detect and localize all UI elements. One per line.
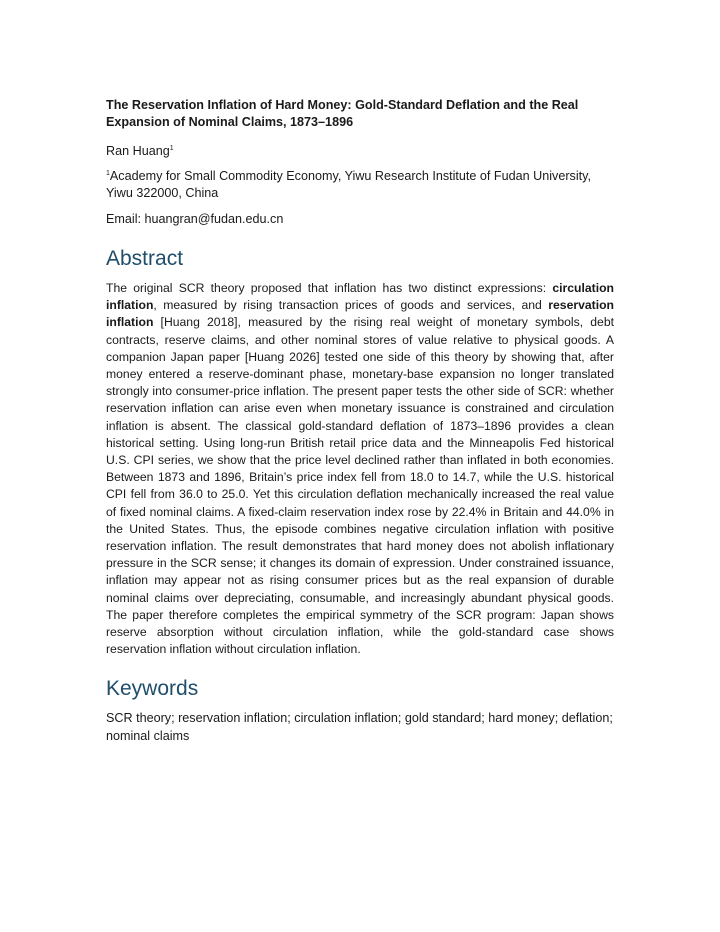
author-affiliation-marker: 1 bbox=[169, 144, 174, 152]
author-name: Ran Huang bbox=[106, 144, 170, 158]
abstract-term-circulation-inflation: circulation inflation bbox=[106, 281, 614, 313]
abstract-body bbox=[106, 280, 614, 658]
author-email: Email: huangran@fudan.edu.cn bbox=[106, 212, 284, 226]
abstract-text-1: The original SCR theory proposed that inflation has two distinct expressions: bbox=[106, 281, 553, 295]
paper-page bbox=[106, 97, 614, 745]
affiliation-text: Academy for Small Commodity Economy, Yiwu Research Institute of Fudan University, Yiwu 322000, China bbox=[106, 169, 591, 200]
keywords-list: SCR theory; reservation inflation; circulation inflation; gold standard; hard money; deflation; nominal claims bbox=[106, 711, 613, 743]
abstract-term-reservation-inflation: reservation inflation bbox=[106, 298, 614, 330]
paper-title: The Reservation Inflation of Hard Money: Gold-Standard Deflation and the Real Expansion of Nominal Claims, 1873–1896 bbox=[106, 98, 579, 129]
affiliation-marker: 1 bbox=[106, 169, 110, 177]
abstract-heading: Abstract bbox=[106, 247, 184, 270]
keywords-heading: Keywords bbox=[106, 677, 199, 701]
author-line bbox=[106, 143, 614, 159]
affiliation bbox=[106, 168, 614, 202]
abstract-text-2: , measured by rising transaction prices of goods and services, and bbox=[153, 298, 549, 313]
abstract-text-3: [Huang 2018], measured by the rising real weight of monetary symbols, debt contracts, reserve claims, and other nominal stores of value relative to physical goods. A companion Japan paper [Huang 2026] tested one side of this theory by showing that, after money entered a reserve-dominant phase, monetary-base expansion no longer translated strongly into consumer-price inflation. The present paper tests the other side of SCR: whether reservation inflation can arise even when monetary issuance is constrained and circulation inflation is absent. The classical gold-standard deflation of 1873–1896 provides a clean historical setting. Using long-run British retail price data and the Minneapolis Fed historical U.S. CPI series, we show that the price level declined rather than inflated in both economies. Between 1873 and 1896, Britain’s price index fell from 18.0 to 14.7, while the U.S. historical CPI fell from 36.0 to 25.0. Yet this circulation deflation mechanically increased the real value of fixed nominal claims. A fixed-claim reservation index rose by 22.4% in Britain and 44.0% in the United States. Thus, the episode combines negative circulation inflation with positive reservation inflation. The result demonstrates that hard money does not abolish inflationary pressure in the SCR sense; it changes its domain of expression. Under constrained issuance, inflation may appear not as rising consumer prices but as the real expansion of durable nominal claims over depreciating, consumable, and increasingly abundant physical goods. The paper therefore completes the empirical symmetry of the SCR program: Japan shows reserve absorption without circulation inflation, while the gold-standard case shows reservation inflation without circulation inflation. bbox=[106, 315, 614, 657]
